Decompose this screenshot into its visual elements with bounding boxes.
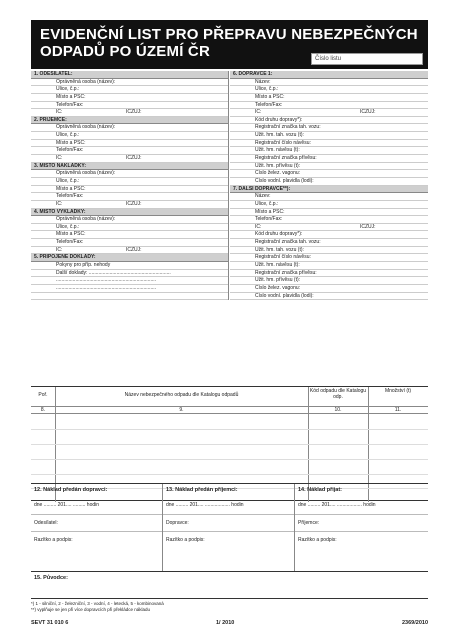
table-row-line — [31, 459, 428, 460]
handover-recipient[interactable] — [163, 484, 295, 572]
form-field[interactable] — [230, 155, 428, 163]
field-label: IČ: — [255, 109, 262, 116]
field-label: 5. PŘIPOJENÉ DOKLADY: — [34, 254, 96, 261]
form-field[interactable] — [230, 193, 428, 201]
num-10: 10. — [334, 407, 342, 413]
field-label: Název: — [255, 193, 271, 200]
form-version: 1/ 2010 — [216, 620, 235, 626]
form-field[interactable] — [31, 86, 228, 94]
field-label: 6. DOPRAVCE 1: — [233, 71, 273, 77]
field-label: Užit. hm. návěsu (t): — [255, 262, 300, 269]
form-field[interactable] — [230, 209, 428, 217]
handover-date: dne ......... 201.... .................. hodin — [298, 502, 376, 508]
field-label-iczuj: IČZÚJ: — [126, 155, 142, 162]
footnote-2: **) vyplňuje se jen při více dopravcích při překládce nákladu — [31, 607, 151, 612]
field-label: Oprávněná osoba (název): — [56, 170, 116, 177]
title-line-1: EVIDENČNÍ LIST PRO PŘEPRAVU NEBEZPEČNÝCH — [40, 26, 418, 43]
form-field[interactable] — [230, 170, 428, 178]
num-8: 8. — [40, 407, 46, 413]
stamp-signature: Razítko a podpis: — [295, 531, 428, 543]
field-label-iczuj: IČZÚJ: — [360, 109, 376, 116]
form-field[interactable] — [230, 239, 428, 247]
handover-date: dne ......... 201.... ......... hodin — [34, 502, 100, 508]
field-label: Číslo vodní. plavidla (lodi): — [255, 292, 314, 299]
stamp-signature: Razítko a podpis: — [31, 531, 162, 543]
form-field[interactable] — [230, 201, 428, 209]
sheet-number-field[interactable]: Číslo listu — [311, 53, 423, 65]
field-label: Ulice, č.p.: — [56, 86, 80, 93]
field-label: IČ: — [255, 223, 262, 230]
field-label: Užit. hm. tah. vozu (t): — [255, 246, 304, 253]
field-label: Ulice, č.p.: — [255, 200, 279, 207]
form-field[interactable] — [31, 109, 228, 117]
form-field[interactable] — [31, 124, 228, 132]
form-field[interactable] — [230, 270, 428, 278]
table-row-line — [31, 474, 428, 475]
form-field[interactable] — [230, 86, 428, 94]
field-label: Ulice, č.p.: — [255, 86, 279, 93]
form-field[interactable] — [31, 132, 228, 140]
field-label: Oprávněná osoba (název): — [56, 216, 116, 223]
form-field[interactable] — [230, 285, 428, 293]
form-field[interactable] — [31, 102, 228, 110]
field-label: Číslo želez. vagonu: — [255, 170, 301, 177]
form-field[interactable] — [230, 231, 428, 239]
field-label: ........................................................................ — [56, 284, 157, 291]
form-field[interactable] — [230, 247, 428, 255]
field-label: Telefon/Fax: — [255, 216, 283, 223]
form-field[interactable] — [31, 94, 228, 102]
section-heading — [31, 209, 228, 217]
field-label: Místo a PSČ: — [56, 139, 86, 146]
num-9: 9. — [179, 407, 184, 413]
form-field[interactable] — [31, 216, 228, 224]
section-heading — [230, 186, 428, 194]
form-field[interactable] — [31, 186, 228, 194]
field-label: Kód druhu dopravy*): — [255, 231, 303, 238]
title-line-2: ODPADŮ PO ÚZEMÍ ČR — [40, 43, 210, 60]
field-label: Telefon/Fax: — [255, 101, 283, 108]
form-page — [31, 20, 428, 630]
table-row-line — [31, 429, 428, 430]
field-label: Užit. hm. přívěsu (t): — [255, 277, 301, 284]
col-code-header: Kód odpadu dle Katalogu odp. — [309, 388, 367, 400]
field-label: 2. PŘÍJEMCE: — [34, 116, 67, 123]
form-field[interactable] — [31, 178, 228, 186]
field-label: 3. MÍSTO NAKLÁDKY: — [34, 162, 87, 169]
handover-party: Odesílatel: — [31, 514, 162, 526]
form-field[interactable] — [31, 285, 228, 293]
form-field[interactable] — [230, 132, 428, 140]
field-label: Užit. hm. tah. vozu (t): — [255, 132, 304, 139]
stamp-signature: Razítko a podpis: — [163, 531, 294, 543]
handover-date: dne ......... 201.... .................. hodin — [166, 502, 244, 508]
form-field[interactable] — [230, 216, 428, 224]
field-label: Užit. hm. přívěsu (t): — [255, 162, 301, 169]
handover-title: 13. Náklad předán příjemci: — [166, 487, 238, 493]
form-field[interactable] — [31, 270, 228, 278]
field-label: Registrační značka přívěsu: — [255, 155, 317, 162]
num-11: 11. — [394, 407, 402, 413]
field-label: Místo a PSČ: — [255, 93, 285, 100]
field-label: Název: — [255, 78, 271, 85]
form-field[interactable] — [230, 79, 428, 87]
form-field[interactable] — [31, 79, 228, 87]
form-field[interactable] — [31, 277, 228, 285]
form-field[interactable] — [230, 163, 428, 171]
form-field[interactable] — [230, 117, 428, 125]
field-label-iczuj: IČZÚJ: — [360, 223, 376, 230]
handover-accepted[interactable] — [295, 484, 428, 572]
field-label: Další doklady: ........................................................... — [56, 269, 171, 276]
field-label: Užit. hm. návěsu (t): — [255, 147, 300, 154]
form-field[interactable] — [31, 231, 228, 239]
field-label: Registrační číslo návěsu: — [255, 139, 311, 146]
section-heading — [31, 71, 228, 79]
form-field[interactable] — [31, 140, 228, 148]
handover-section — [31, 483, 428, 571]
form-field[interactable] — [230, 124, 428, 132]
field-label: Telefon/Fax: — [56, 239, 84, 246]
field-label: Číslo vodní. plavidla (lodi): — [255, 177, 314, 184]
field-label: 7. DALŠÍ DOPRAVCE**): — [233, 185, 291, 192]
field-label: Ulice, č.p.: — [56, 177, 80, 184]
handover-party: Dopravce: — [163, 514, 294, 526]
handover-party: Příjemce: — [295, 514, 428, 526]
handover-carrier[interactable] — [31, 484, 163, 572]
field-label: Registrační číslo návěsu: — [255, 254, 311, 261]
form-field[interactable] — [230, 140, 428, 148]
handover-title: 14. Náklad přijat: — [298, 487, 343, 493]
form-field[interactable] — [31, 262, 228, 270]
form-field[interactable] — [31, 193, 228, 201]
form-header — [31, 20, 428, 69]
form-field[interactable] — [31, 224, 228, 232]
field-label: Registrační značka tah. vozu: — [255, 239, 321, 246]
form-field[interactable] — [230, 277, 428, 285]
field-label: IČ: — [56, 109, 63, 116]
field-label: 1. ODESÍLATEL: — [34, 71, 73, 77]
field-label: Pokyny pro příp. nehody — [56, 262, 111, 269]
form-registration: 2369/2010 — [402, 620, 428, 626]
footnotes — [31, 601, 428, 613]
field-label: Místo a PSČ: — [56, 93, 86, 100]
form-field[interactable] — [230, 178, 428, 186]
form-field[interactable] — [230, 224, 428, 232]
field-label-iczuj: IČZÚJ: — [126, 246, 142, 253]
field-label: Oprávněná osoba (název): — [56, 124, 116, 131]
footnote-1: *) 1 - silniční, 2 - železniční, 3 - vodní, 4 - letecká, 5 - kombinovaná — [31, 601, 164, 606]
form-field[interactable] — [230, 293, 428, 301]
form-field[interactable] — [31, 155, 228, 163]
section-heading — [230, 71, 428, 79]
form-field[interactable] — [31, 239, 228, 247]
field-label: IČ: — [56, 200, 63, 207]
handover-title: 12. Náklad předán dopravci: — [34, 487, 108, 493]
form-field[interactable] — [230, 109, 428, 117]
form-field[interactable] — [230, 254, 428, 262]
left-column — [31, 71, 229, 300]
field-label: Registrační značka tah. vozu: — [255, 124, 321, 131]
section-heading — [31, 117, 228, 125]
section-heading — [31, 163, 228, 171]
field-label: 4. MÍSTO VYKLÁDKY: — [34, 208, 86, 215]
form-field[interactable] — [230, 94, 428, 102]
field-label: Oprávněná osoba (název): — [56, 78, 116, 85]
form-field[interactable] — [31, 147, 228, 155]
field-label: Místo a PSČ: — [56, 231, 86, 238]
field-label: Telefon/Fax: — [56, 193, 84, 200]
form-field[interactable] — [230, 147, 428, 155]
table-row-line — [31, 444, 428, 445]
form-field[interactable] — [31, 201, 228, 209]
field-label: Registrační značka přívěsu: — [255, 269, 317, 276]
col-name-header: Název nebezpečného odpadu dle Katalogu odpadů — [124, 392, 239, 398]
field-label: Telefon/Fax: — [56, 147, 84, 154]
form-field[interactable] — [230, 262, 428, 270]
field-label: Ulice, č.p.: — [56, 132, 80, 139]
field-label: Ulice, č.p.: — [56, 223, 80, 230]
field-label: Telefon/Fax: — [56, 101, 84, 108]
field-label: IČ: — [56, 155, 63, 162]
field-label: Kód druhu dopravy*): — [255, 116, 303, 123]
col-qty-header: Množství (t) — [384, 388, 412, 394]
form-field[interactable] — [31, 247, 228, 255]
originator-field[interactable]: 15. Původce: — [31, 571, 428, 599]
form-field[interactable] — [31, 293, 228, 301]
field-label: Místo a PSČ: — [255, 208, 285, 215]
section-heading — [31, 254, 228, 262]
col-por-header: Poř. — [38, 392, 48, 398]
field-label-iczuj: IČZÚJ: — [126, 200, 142, 207]
field-label: ........................................................................ — [56, 277, 157, 284]
form-field[interactable] — [31, 170, 228, 178]
form-code: SEVT 31 010 6 — [31, 620, 69, 626]
form-field[interactable] — [230, 102, 428, 110]
field-label: Číslo želez. vagonu: — [255, 284, 301, 291]
right-column — [230, 71, 428, 300]
field-label: IČ: — [56, 246, 63, 253]
field-label: Místo a PSČ: — [56, 185, 86, 192]
field-label-iczuj: IČZÚJ: — [126, 109, 142, 116]
